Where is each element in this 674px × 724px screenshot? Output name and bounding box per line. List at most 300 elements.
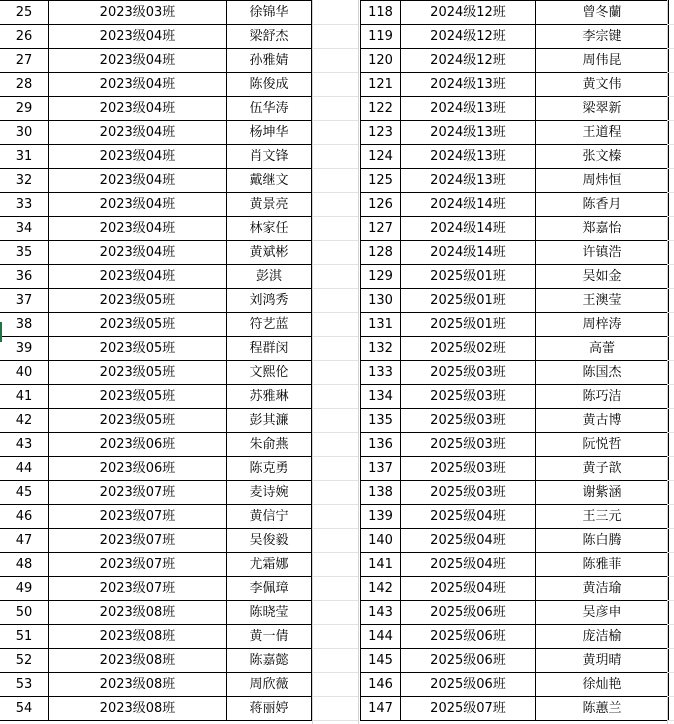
gridline (313, 312, 358, 313)
right-table-row (361, 457, 669, 481)
empty-column-gap[interactable] (312, 0, 359, 724)
gridline (668, 456, 674, 457)
seq-no-cell[interactable]: 135 (361, 409, 401, 433)
seq-no-cell[interactable]: 130 (361, 289, 401, 313)
class-cell[interactable]: 2024级13班 (401, 145, 536, 169)
gridline (313, 384, 358, 385)
class-cell[interactable]: 2023级05班 (49, 361, 227, 385)
class-cell[interactable]: 2023级04班 (49, 73, 227, 97)
right-table-row (361, 169, 669, 193)
seq-no-cell[interactable]: 132 (361, 337, 401, 361)
seq-no-cell[interactable]: 128 (361, 241, 401, 265)
gridline (668, 96, 674, 97)
class-cell[interactable]: 2023级07班 (49, 577, 227, 601)
seq-no-cell[interactable]: 119 (361, 25, 401, 49)
gridline (313, 240, 358, 241)
class-cell[interactable]: 2023级06班 (49, 433, 227, 457)
left-table-row (0, 73, 312, 97)
left-table-row (0, 409, 312, 433)
seq-no-cell[interactable]: 51 (0, 625, 49, 649)
class-cell[interactable]: 2025级01班 (401, 313, 536, 337)
right-table-row (361, 553, 669, 577)
gridline (668, 120, 674, 121)
gridline (668, 168, 674, 169)
right-table-row (361, 145, 669, 169)
left-table-row (0, 529, 312, 553)
student-name-cell[interactable]: 李佩璋 (227, 577, 312, 601)
student-name-cell[interactable]: 梁舒杰 (227, 25, 312, 49)
class-cell[interactable]: 2025级03班 (401, 457, 536, 481)
left-table-row (0, 697, 312, 721)
class-cell[interactable]: 2024级14班 (401, 241, 536, 265)
class-cell[interactable]: 2025级04班 (401, 505, 536, 529)
student-name-cell[interactable]: 周伟昆 (536, 49, 669, 73)
student-name-cell[interactable]: 周欣薇 (227, 673, 312, 697)
right-table-row (361, 697, 669, 721)
class-cell[interactable]: 2023级05班 (49, 409, 227, 433)
student-name-cell[interactable]: 刘鸿秀 (227, 289, 312, 313)
left-table-row (0, 673, 312, 697)
student-name-cell[interactable]: 徐灿艳 (536, 673, 669, 697)
student-name-cell[interactable]: 程群闵 (227, 337, 312, 361)
right-table-row (361, 241, 669, 265)
class-cell[interactable]: 2025级03班 (401, 385, 536, 409)
left-table-row (0, 481, 312, 505)
left-table-row (0, 385, 312, 409)
seq-no-cell[interactable]: 129 (361, 265, 401, 289)
seq-no-cell[interactable]: 136 (361, 433, 401, 457)
right-table-row (361, 361, 669, 385)
gridline (313, 432, 358, 433)
student-name-cell[interactable]: 周梓涛 (536, 313, 669, 337)
student-name-cell[interactable]: 陈白腾 (536, 529, 669, 553)
class-cell[interactable]: 2025级06班 (401, 601, 536, 625)
class-cell[interactable]: 2023级04班 (49, 121, 227, 145)
seq-no-cell[interactable]: 41 (0, 385, 49, 409)
gridline (313, 504, 358, 505)
left-table-row (0, 145, 312, 169)
gridline (668, 600, 674, 601)
student-name-cell[interactable]: 王三元 (536, 505, 669, 529)
gridline (313, 648, 358, 649)
gridline (313, 720, 358, 721)
left-table-row (0, 361, 312, 385)
seq-no-cell[interactable]: 141 (361, 553, 401, 577)
class-cell[interactable]: 2023级04班 (49, 193, 227, 217)
class-cell[interactable]: 2023级07班 (49, 481, 227, 505)
seq-no-cell[interactable]: 35 (0, 241, 49, 265)
gridline (668, 720, 674, 721)
class-cell[interactable]: 2024级13班 (401, 97, 536, 121)
class-cell[interactable]: 2024级13班 (401, 169, 536, 193)
selection-marker (0, 322, 2, 342)
student-name-cell[interactable]: 戴继文 (227, 169, 312, 193)
student-name-cell[interactable]: 陈俊成 (227, 73, 312, 97)
right-table-row (361, 481, 669, 505)
left-table-row (0, 553, 312, 577)
gridline (313, 288, 358, 289)
class-cell[interactable]: 2025级01班 (401, 289, 536, 313)
seq-no-cell[interactable]: 138 (361, 481, 401, 505)
seq-no-cell[interactable]: 137 (361, 457, 401, 481)
student-name-cell[interactable]: 尤霜娜 (227, 553, 312, 577)
student-name-cell[interactable]: 黄古博 (536, 409, 669, 433)
gridline (313, 336, 358, 337)
class-cell[interactable]: 2023级04班 (49, 265, 227, 289)
seq-no-cell[interactable]: 33 (0, 193, 49, 217)
right-table-row (361, 673, 669, 697)
student-name-cell[interactable]: 黄一倩 (227, 625, 312, 649)
class-cell[interactable]: 2025级03班 (401, 433, 536, 457)
gridline (313, 576, 358, 577)
roster-table-left (0, 0, 312, 721)
seq-no-cell[interactable]: 25 (0, 1, 49, 25)
seq-no-cell[interactable]: 118 (361, 1, 401, 25)
seq-no-cell[interactable]: 140 (361, 529, 401, 553)
class-cell[interactable]: 2024级13班 (401, 121, 536, 145)
seq-no-cell[interactable]: 123 (361, 121, 401, 145)
student-name-cell[interactable]: 郑嘉怡 (536, 217, 669, 241)
right-table-row (361, 1, 669, 25)
left-table-row (0, 265, 312, 289)
student-name-cell[interactable]: 陈香月 (536, 193, 669, 217)
class-cell[interactable]: 2025级01班 (401, 265, 536, 289)
left-table-row (0, 97, 312, 121)
class-cell[interactable]: 2025级04班 (401, 553, 536, 577)
class-cell[interactable]: 2023级05班 (49, 385, 227, 409)
class-cell[interactable]: 2023级08班 (49, 673, 227, 697)
left-table-row (0, 313, 312, 337)
class-cell[interactable]: 2025级03班 (401, 409, 536, 433)
left-table-row (0, 25, 312, 49)
left-table-row (0, 337, 312, 361)
seq-no-cell[interactable]: 37 (0, 289, 49, 313)
seq-no-cell[interactable]: 139 (361, 505, 401, 529)
gridline (313, 480, 358, 481)
gridline (668, 696, 674, 697)
right-table-row (361, 625, 669, 649)
student-name-cell[interactable]: 张文榛 (536, 145, 669, 169)
right-table-row (361, 505, 669, 529)
class-cell[interactable]: 2023级08班 (49, 601, 227, 625)
student-name-cell[interactable]: 黄洁瑜 (536, 577, 669, 601)
gridline (313, 72, 358, 73)
seq-no-cell[interactable]: 54 (0, 697, 49, 721)
student-name-cell[interactable]: 彭其濂 (227, 409, 312, 433)
gridline (668, 24, 674, 25)
class-cell[interactable]: 2024级12班 (401, 25, 536, 49)
student-name-cell[interactable]: 朱俞燕 (227, 433, 312, 457)
class-cell[interactable]: 2023级04班 (49, 97, 227, 121)
gridline (668, 480, 674, 481)
class-cell[interactable]: 2025级06班 (401, 673, 536, 697)
right-table-row (361, 265, 669, 289)
seq-no-cell[interactable]: 145 (361, 649, 401, 673)
seq-no-cell[interactable]: 144 (361, 625, 401, 649)
right-table-row (361, 313, 669, 337)
right-table-row (361, 97, 669, 121)
gridline (668, 72, 674, 73)
left-table-row (0, 505, 312, 529)
class-cell[interactable]: 2024级12班 (401, 1, 536, 25)
class-cell[interactable]: 2023级04班 (49, 217, 227, 241)
seq-no-cell[interactable]: 120 (361, 49, 401, 73)
student-name-cell[interactable]: 李宗键 (536, 25, 669, 49)
gridline (313, 192, 358, 193)
seq-no-cell[interactable]: 133 (361, 361, 401, 385)
gridline (313, 264, 358, 265)
seq-no-cell[interactable]: 143 (361, 601, 401, 625)
student-name-cell[interactable]: 王澳莹 (536, 289, 669, 313)
roster-table-right-body (361, 1, 669, 721)
class-cell[interactable]: 2023级04班 (49, 145, 227, 169)
class-cell[interactable]: 2024级14班 (401, 217, 536, 241)
left-table-row (0, 625, 312, 649)
seq-no-cell[interactable]: 26 (0, 25, 49, 49)
right-table-row (361, 217, 669, 241)
gridline (313, 408, 358, 409)
class-cell[interactable]: 2025级03班 (401, 481, 536, 505)
gridline (668, 264, 674, 265)
class-cell[interactable]: 2023级08班 (49, 697, 227, 721)
right-table-row (361, 649, 669, 673)
student-name-cell[interactable]: 陈嘉懿 (227, 649, 312, 673)
class-cell[interactable]: 2024级13班 (401, 73, 536, 97)
right-table-row (361, 121, 669, 145)
right-table-row (361, 577, 669, 601)
seq-no-cell[interactable]: 127 (361, 217, 401, 241)
seq-no-cell[interactable]: 50 (0, 601, 49, 625)
class-cell[interactable]: 2024级14班 (401, 193, 536, 217)
student-name-cell[interactable]: 肖文锋 (227, 145, 312, 169)
seq-no-cell[interactable]: 142 (361, 577, 401, 601)
student-name-cell[interactable]: 伍华涛 (227, 97, 312, 121)
gridline (668, 576, 674, 577)
seq-no-cell[interactable]: 30 (0, 121, 49, 145)
gridline (668, 528, 674, 529)
class-cell[interactable]: 2025级04班 (401, 529, 536, 553)
gridline (668, 552, 674, 553)
gridline (313, 552, 358, 553)
gridline (313, 48, 358, 49)
left-table-row (0, 49, 312, 73)
seq-no-cell[interactable]: 44 (0, 457, 49, 481)
gridline (313, 672, 358, 673)
student-name-cell[interactable]: 杨坤华 (227, 121, 312, 145)
roster-table-right (360, 0, 669, 721)
gridline (313, 24, 358, 25)
student-name-cell[interactable]: 黄玥晴 (536, 649, 669, 673)
roster-table-left-body (0, 1, 312, 721)
class-cell[interactable]: 2023级08班 (49, 625, 227, 649)
seq-no-cell[interactable]: 131 (361, 313, 401, 337)
gridline (313, 360, 358, 361)
student-name-cell[interactable]: 王道程 (536, 121, 669, 145)
seq-no-cell[interactable]: 34 (0, 217, 49, 241)
student-name-cell[interactable]: 吴俊毅 (227, 529, 312, 553)
class-cell[interactable]: 2025级07班 (401, 697, 536, 721)
left-table-row (0, 121, 312, 145)
student-name-cell[interactable]: 吴彦申 (536, 601, 669, 625)
class-cell[interactable]: 2023级08班 (49, 649, 227, 673)
class-cell[interactable]: 2024级12班 (401, 49, 536, 73)
student-name-cell[interactable]: 黄子歆 (536, 457, 669, 481)
gridline (668, 408, 674, 409)
student-name-cell[interactable]: 陈雅菲 (536, 553, 669, 577)
seq-no-cell[interactable]: 53 (0, 673, 49, 697)
gridline (668, 312, 674, 313)
student-name-cell[interactable]: 陈晓莹 (227, 601, 312, 625)
gridline (668, 504, 674, 505)
seq-no-cell[interactable]: 28 (0, 73, 49, 97)
gridline (313, 528, 358, 529)
right-table-row (361, 601, 669, 625)
seq-no-cell[interactable]: 125 (361, 169, 401, 193)
class-cell[interactable]: 2025级02班 (401, 337, 536, 361)
class-cell[interactable]: 2023级04班 (49, 49, 227, 73)
student-name-cell[interactable]: 周炜恒 (536, 169, 669, 193)
student-name-cell[interactable]: 许镇浩 (536, 241, 669, 265)
class-cell[interactable]: 2025级03班 (401, 361, 536, 385)
gridline (668, 240, 674, 241)
seq-no-cell[interactable]: 31 (0, 145, 49, 169)
student-name-cell[interactable]: 陈克勇 (227, 457, 312, 481)
gridline (668, 144, 674, 145)
seq-no-cell[interactable]: 121 (361, 73, 401, 97)
student-name-cell[interactable]: 黄文伟 (536, 73, 669, 97)
seq-no-cell[interactable]: 46 (0, 505, 49, 529)
class-cell[interactable]: 2023级06班 (49, 457, 227, 481)
gridline (668, 192, 674, 193)
gridline (668, 432, 674, 433)
student-name-cell[interactable]: 彭淇 (227, 265, 312, 289)
class-cell[interactable]: 2023级05班 (49, 337, 227, 361)
left-table-row (0, 169, 312, 193)
class-cell[interactable]: 2023级04班 (49, 169, 227, 193)
left-table-row (0, 289, 312, 313)
right-table-row (361, 289, 669, 313)
gridline (668, 672, 674, 673)
student-name-cell[interactable]: 陈蕙兰 (536, 697, 669, 721)
left-table-row (0, 457, 312, 481)
right-table-row (361, 409, 669, 433)
left-table-row (0, 577, 312, 601)
right-table-row (361, 433, 669, 457)
right-table-row (361, 385, 669, 409)
seq-no-cell[interactable]: 134 (361, 385, 401, 409)
gridline (668, 216, 674, 217)
left-table-row (0, 649, 312, 673)
student-name-cell[interactable]: 梁翠新 (536, 97, 669, 121)
seq-no-cell[interactable]: 147 (361, 697, 401, 721)
gridline (313, 600, 358, 601)
gridline (313, 456, 358, 457)
seq-no-cell[interactable]: 52 (0, 649, 49, 673)
class-cell[interactable]: 2025级06班 (401, 649, 536, 673)
seq-no-cell[interactable]: 42 (0, 409, 49, 433)
gridline (668, 360, 674, 361)
seq-no-cell[interactable]: 124 (361, 145, 401, 169)
student-name-cell[interactable]: 黄斌彬 (227, 241, 312, 265)
class-cell[interactable]: 2023级07班 (49, 505, 227, 529)
student-name-cell[interactable]: 谢紫涵 (536, 481, 669, 505)
seq-no-cell[interactable]: 38 (0, 313, 49, 337)
gridline (313, 120, 358, 121)
right-table-row (361, 529, 669, 553)
seq-no-cell[interactable]: 40 (0, 361, 49, 385)
class-cell[interactable]: 2023级03班 (49, 1, 227, 25)
class-cell[interactable]: 2023级07班 (49, 553, 227, 577)
left-table-row (0, 1, 312, 25)
seq-no-cell[interactable]: 43 (0, 433, 49, 457)
student-name-cell[interactable]: 文熙伦 (227, 361, 312, 385)
gridline (668, 288, 674, 289)
gridline (668, 384, 674, 385)
left-table-row (0, 433, 312, 457)
student-name-cell[interactable]: 吴如金 (536, 265, 669, 289)
student-name-cell[interactable]: 庞洁榆 (536, 625, 669, 649)
seq-no-cell[interactable]: 27 (0, 49, 49, 73)
student-name-cell[interactable]: 黄景亮 (227, 193, 312, 217)
class-cell[interactable]: 2023级04班 (49, 25, 227, 49)
student-name-cell[interactable]: 蒋丽婷 (227, 697, 312, 721)
student-name-cell[interactable]: 高蕾 (536, 337, 669, 361)
left-table-row (0, 217, 312, 241)
seq-no-cell[interactable]: 47 (0, 529, 49, 553)
seq-no-cell[interactable]: 39 (0, 337, 49, 361)
gridline (313, 696, 358, 697)
right-table-row (361, 25, 669, 49)
student-name-cell[interactable]: 陈巧洁 (536, 385, 669, 409)
seq-no-cell[interactable]: 49 (0, 577, 49, 601)
seq-no-cell[interactable]: 45 (0, 481, 49, 505)
right-table-row (361, 193, 669, 217)
class-cell[interactable]: 2023级07班 (49, 529, 227, 553)
student-name-cell[interactable]: 林家任 (227, 217, 312, 241)
class-cell[interactable]: 2023级05班 (49, 289, 227, 313)
gridline (313, 168, 358, 169)
student-name-cell[interactable]: 黄信宁 (227, 505, 312, 529)
student-name-cell[interactable]: 徐锦华 (227, 1, 312, 25)
empty-column-edge[interactable] (667, 0, 674, 724)
student-name-cell[interactable]: 阮悦哲 (536, 433, 669, 457)
seq-no-cell[interactable]: 122 (361, 97, 401, 121)
student-name-cell[interactable]: 符艺蓝 (227, 313, 312, 337)
student-name-cell[interactable]: 陈国杰 (536, 361, 669, 385)
class-cell[interactable]: 2025级04班 (401, 577, 536, 601)
student-name-cell[interactable]: 苏雅琳 (227, 385, 312, 409)
student-name-cell[interactable]: 麦诗婉 (227, 481, 312, 505)
seq-no-cell[interactable]: 126 (361, 193, 401, 217)
gridline (313, 96, 358, 97)
right-table-row (361, 337, 669, 361)
seq-no-cell[interactable]: 48 (0, 553, 49, 577)
gridline (668, 48, 674, 49)
seq-no-cell[interactable]: 29 (0, 97, 49, 121)
class-cell[interactable]: 2023级04班 (49, 241, 227, 265)
student-name-cell[interactable]: 曾冬蘭 (536, 1, 669, 25)
student-name-cell[interactable]: 孙雅婧 (227, 49, 312, 73)
class-cell[interactable]: 2025级06班 (401, 625, 536, 649)
gridline (313, 216, 358, 217)
gridline (668, 648, 674, 649)
right-table-row (361, 73, 669, 97)
seq-no-cell[interactable]: 32 (0, 169, 49, 193)
seq-no-cell[interactable]: 36 (0, 265, 49, 289)
class-cell[interactable]: 2023级05班 (49, 313, 227, 337)
seq-no-cell[interactable]: 146 (361, 673, 401, 697)
left-table-row (0, 193, 312, 217)
